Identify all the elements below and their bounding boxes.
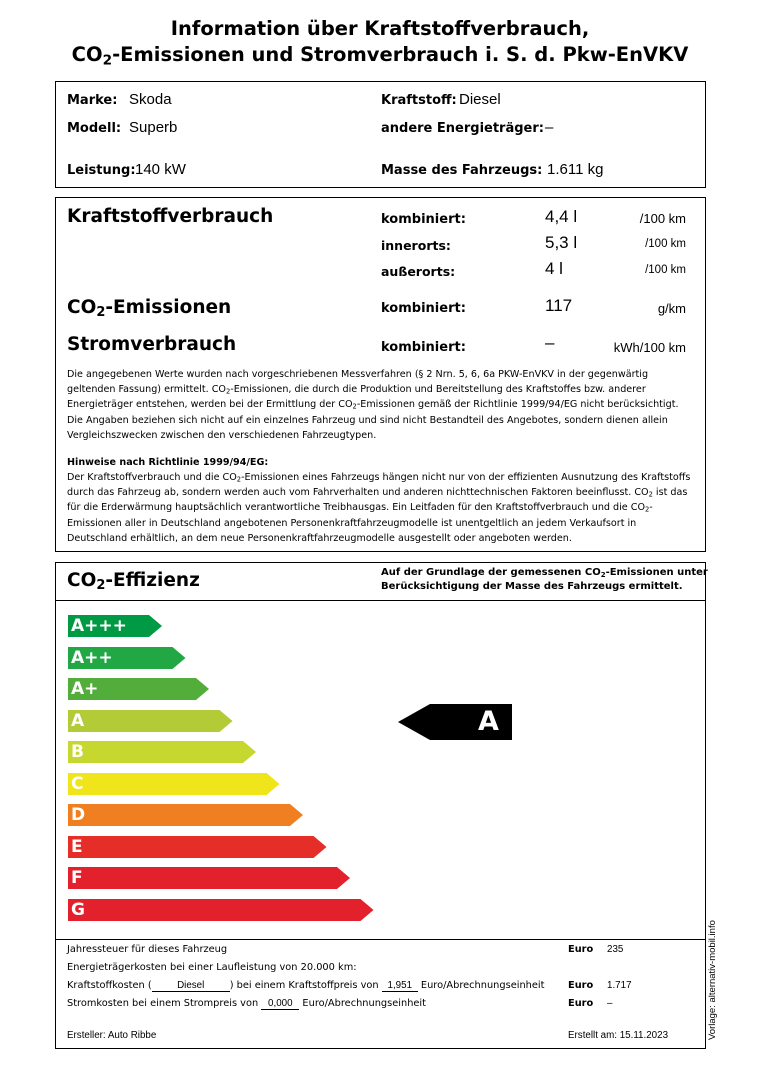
- efficiency-bar-label: G: [71, 899, 85, 920]
- fuel-consumption-title: Kraftstoffverbrauch: [67, 206, 274, 227]
- strom-kosten-value: –: [607, 998, 613, 1009]
- innerorts-value: 5,3 l: [545, 233, 578, 252]
- kraft-value: 1.717: [607, 980, 632, 991]
- kraftstoff-label: Kraftstoff:: [381, 93, 457, 108]
- ausserorts-label: außerorts:: [381, 264, 456, 279]
- ersteller: Ersteller: Auto Ribbe: [67, 1030, 157, 1041]
- efficiency-bar-label: A++: [71, 647, 113, 668]
- efficiency-bar-aplusplus: [68, 647, 186, 669]
- efficiency-bar-e: [68, 836, 327, 858]
- kombiniert-unit: /100 km: [639, 211, 686, 226]
- kombiniert-label: kombiniert:: [381, 212, 466, 227]
- ausserorts-value: 4 l: [545, 259, 563, 278]
- ausserorts-unit: /100 km: [645, 264, 686, 276]
- strom-kosten-line: Stromkosten bei einem Strompreis von 0,000 Euro/Abrechnungseinheit: [67, 998, 426, 1009]
- efficiency-bar-label: E: [71, 836, 83, 857]
- co2-value: 117: [545, 296, 573, 315]
- kraft-currency: Euro: [568, 980, 594, 991]
- modell-value: Superb: [129, 119, 178, 136]
- strom-price: 0,000: [261, 998, 299, 1010]
- efficiency-bar-c: [68, 773, 280, 795]
- efficiency-bar-label: D: [71, 805, 86, 825]
- efficiency-bar-g: [68, 899, 374, 921]
- side-note: Vorlage: alternativ-mobil.info: [707, 920, 718, 1040]
- erstellt-am: Erstellt am: 15.11.2023: [568, 1030, 669, 1041]
- rating-label: A: [478, 706, 499, 737]
- leistung-label: Leistung:: [67, 163, 136, 178]
- efficiency-bar-label: A+: [71, 679, 99, 699]
- modell-label: Modell:: [67, 121, 122, 136]
- efficiency-note: Auf der Grundlage der gemessenen $CO_2$-Emissionen unter Berücksichtigung der Masse des Fahrzeugs ermittelt.: [381, 567, 708, 592]
- efficiency-scale: [68, 615, 388, 935]
- co2-unit: g/km: [657, 301, 686, 316]
- efficiency-header-divider: [55, 600, 706, 601]
- hinweis-text: Der Kraftstoffverbrauch und die $CO_2$-Emissionen eines Fahrzeugs hängen nicht nur von der effizienten Ausnutzung des Kraftstoffs durch das Fahrzeug ab, sondern werden auch vom Fahrverhalten und anderen nichttechnischen Faktoren beeinflusst. $CO_2$ ist das für die Erderwärmung hauptsächlich verantwortliche Treibhausgas. Ein Leitfaden für den Kraftstoffverbrauch und die $CO_2$-Emissionen aller in Deutschland angebotenen Personenkraftfahrzeugmodelle ist unentgeltlich an jedem Verkaufsort in Deutschland erhältlich, an dem neue Personenkraftfahrzeugmodelle ausgestellt oder angeboten werden.: [67, 472, 691, 544]
- kombiniert-value: 4,4 l: [545, 207, 578, 226]
- energietraeger-label: andere Energieträger:: [381, 121, 544, 136]
- efficiency-bar-aplusplusplus: [68, 615, 162, 637]
- kraftstoff-kosten-fuel: Diesel: [152, 980, 230, 992]
- steuer-currency: Euro: [568, 944, 594, 955]
- efficiency-bar-a: [68, 710, 233, 732]
- steuer-value: 235: [607, 944, 624, 955]
- page-title: [0, 16, 760, 68]
- efficiency-bar-label: A: [71, 710, 85, 731]
- costs-divider: [55, 939, 706, 940]
- strom-unit: kWh/100 km: [613, 340, 686, 355]
- energietraeger-value: –: [545, 119, 554, 136]
- energie-kosten-label: Energieträgerkosten bei einer Laufleistung von 20.000 km:: [67, 962, 357, 973]
- marke-value: Skoda: [129, 91, 172, 108]
- kraftstoff-value: Diesel: [459, 91, 501, 108]
- efficiency-bar-d: [68, 804, 303, 826]
- title-line-2: $CO_2$-Emissionen und Stromverbrauch i. S. d. Pkw-EnVKV: [71, 43, 689, 69]
- measurement-note: Die angegebenen Werte wurden nach vorgeschriebenen Messverfahren (§ 2 Nrn. 5, 6, 6a PKW-EnVKV in der gegenwärtig geltenden Fassung) ermittelt. $CO_2$-Emissionen, die durch die Produktion und Bereitstellung des Kraftstoffes bzw. anderer Energieträger entstehen, werden bei der Ermittlung der $CO_2$-Emissionen gemäß der Richtlinie 1999/94/EG nicht berücksichtigt. Die Angaben beziehen sich nicht auf ein einzelnes Fahrzeug und sind nicht Bestandteil des Angebotes, sondern dienen allein Vergleichszwecken zwischen den verschiedenen Fahrzeugtypen.: [67, 369, 679, 441]
- strom-currency: Euro: [568, 998, 594, 1009]
- kraftstoff-price: 1,951: [382, 980, 418, 992]
- co2-kombiniert-label: kombiniert:: [381, 301, 466, 316]
- efficiency-bar-label: A+++: [71, 616, 127, 636]
- efficiency-bar-aplus: [68, 678, 209, 700]
- co2-efficiency-title: $CO_2$-Effizienz: [67, 570, 200, 594]
- marke-label: Marke:: [67, 93, 118, 108]
- strom-kombiniert-label: kombiniert:: [381, 340, 466, 355]
- efficiency-bar-label: C: [71, 773, 84, 794]
- side-note-wrapper: [706, 910, 720, 1040]
- hinweis-title: Hinweise nach Richtlinie 1999/94/EG:: [67, 457, 269, 468]
- innerorts-unit: /100 km: [645, 238, 686, 250]
- leistung-value: 140 kW: [135, 161, 186, 178]
- strom-title: Stromverbrauch: [67, 334, 237, 355]
- innerorts-label: innerorts:: [381, 238, 451, 253]
- kraftstoff-kosten-line: Kraftstoffkosten ( Diesel ) bei einem Kraftstoffpreis von 1,951 Euro/Abrechnungseinheit: [67, 980, 545, 991]
- title-line-1: Information über Kraftstoffverbrauch,: [170, 17, 590, 40]
- efficiency-bar-label: B: [71, 742, 84, 762]
- efficiency-bar-label: F: [71, 868, 83, 888]
- masse-label: Masse des Fahrzeugs:: [381, 163, 543, 178]
- efficiency-bar-f: [68, 867, 350, 889]
- masse-value: 1.611 kg: [547, 161, 604, 178]
- rating-arrow: [398, 704, 512, 740]
- co2-emissions-title: $CO_2$-Emissionen: [67, 297, 232, 321]
- efficiency-bar-b: [68, 741, 256, 763]
- steuer-label: Jahressteuer für dieses Fahrzeug: [67, 944, 228, 955]
- strom-value: –: [545, 333, 555, 352]
